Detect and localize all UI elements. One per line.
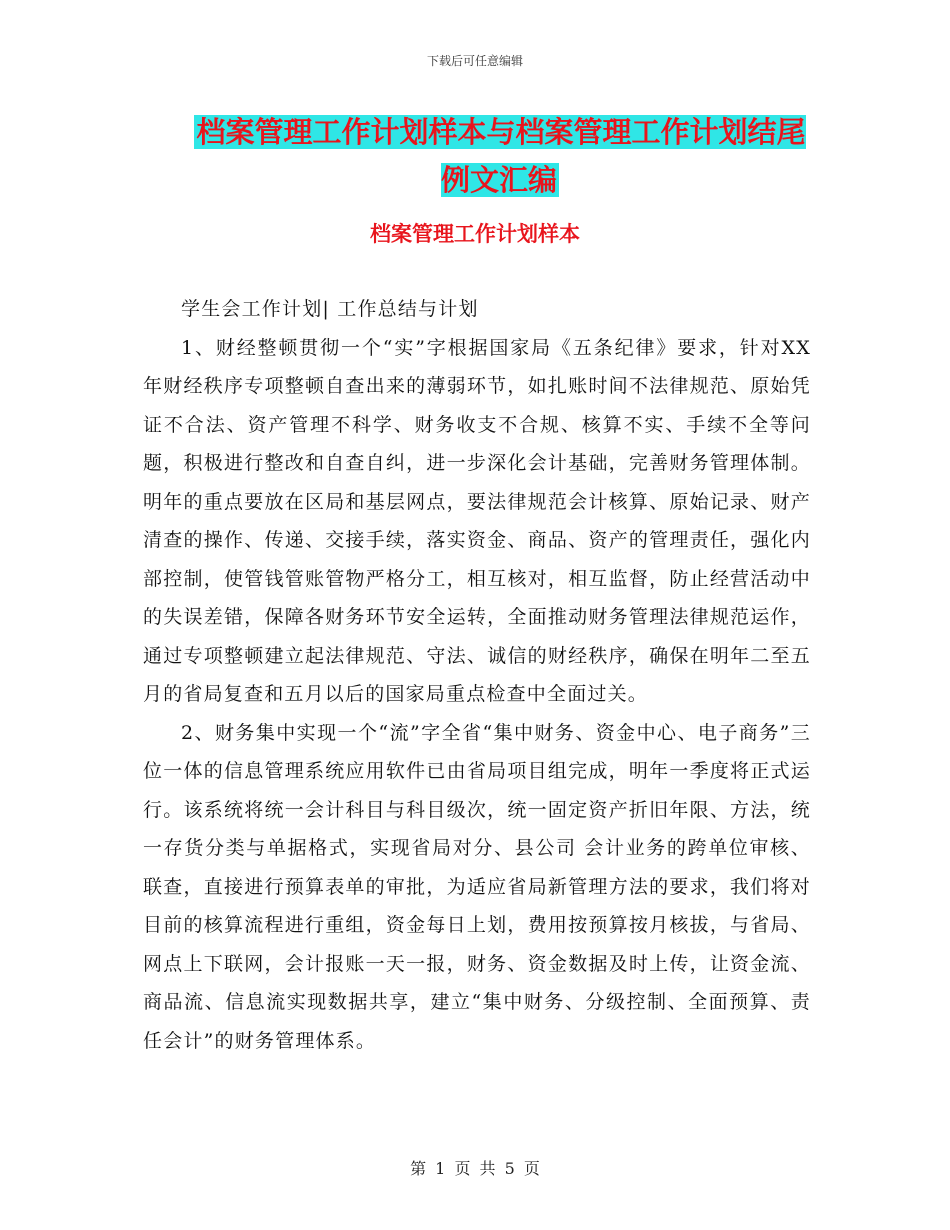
paragraph-subheading: 学生会工作计划| 工作总结与计划 (181, 298, 479, 320)
document-title (190, 108, 810, 204)
document-title-text: 档案管理工作计划样本与档案管理工作计划结尾例文汇编 (196, 115, 806, 197)
page-number: 第 1 页 共 5 页 (410, 1159, 540, 1178)
header-note: 下载后可任意编辑 (426, 54, 523, 68)
section-title: 档案管理工作计划样本 (370, 222, 580, 246)
paragraph-2: 2、财务集中实现一个“流”字全省“集中财务、资金中心、电子商务”三位一体的信息管理系统应用软件已由省局项目组完成，明年一季度将正式运行。该系统将统一会计科目与科目级次，统一固定资产折旧年限、方法，统一存货分类与单据格式，实现省局对分、县公司 会计业务的跨单位审核、联查，直接进行预算表单的审批，为适应省局新管理方法的要求，我们将对目前的核算流程进行重组，资金每日上划，费用按预算按月核拔，与省局、网点上下联网，会计报账一天一报，财务、资金数据及时上传，让资金流、商品流、信息流实现数据共享，建立“集中财务、分级控制、全面预算、责任会计”的财务管理体系。 (143, 721, 811, 1052)
paragraph-1: 1、财经整顿贯彻一个“实”字根据国家局《五条纪律》要求，针对XX年财经秩序专项整顿自查出来的薄弱环节，如扎账时间不法律规范、原始凭证不合法、资产管理不科学、财务收支不合规、核算不实、手续不全等问题，积极进行整改和自查自纠，进一步深化会计基础，完善财务管理体制。明年的重点要放在区局和基层网点，要法律规范会计核算、原始记录、财产清查的操作、传递、交接手续，落实资金、商品、资产的管理责任，强化内部控制，使管钱管账管物严格分工，相互核对，相互监督，防止经营活动中的失误差错，保障各财务环节安全运转，全面推动财务管理法律规范运作，通过专项整顿建立起法律规范、守法、诚信的财经秩序，确保在明年二至五月的省局复查和五月以后的国家局重点检查中全面过关。 (143, 336, 811, 705)
document-body (143, 290, 811, 1060)
